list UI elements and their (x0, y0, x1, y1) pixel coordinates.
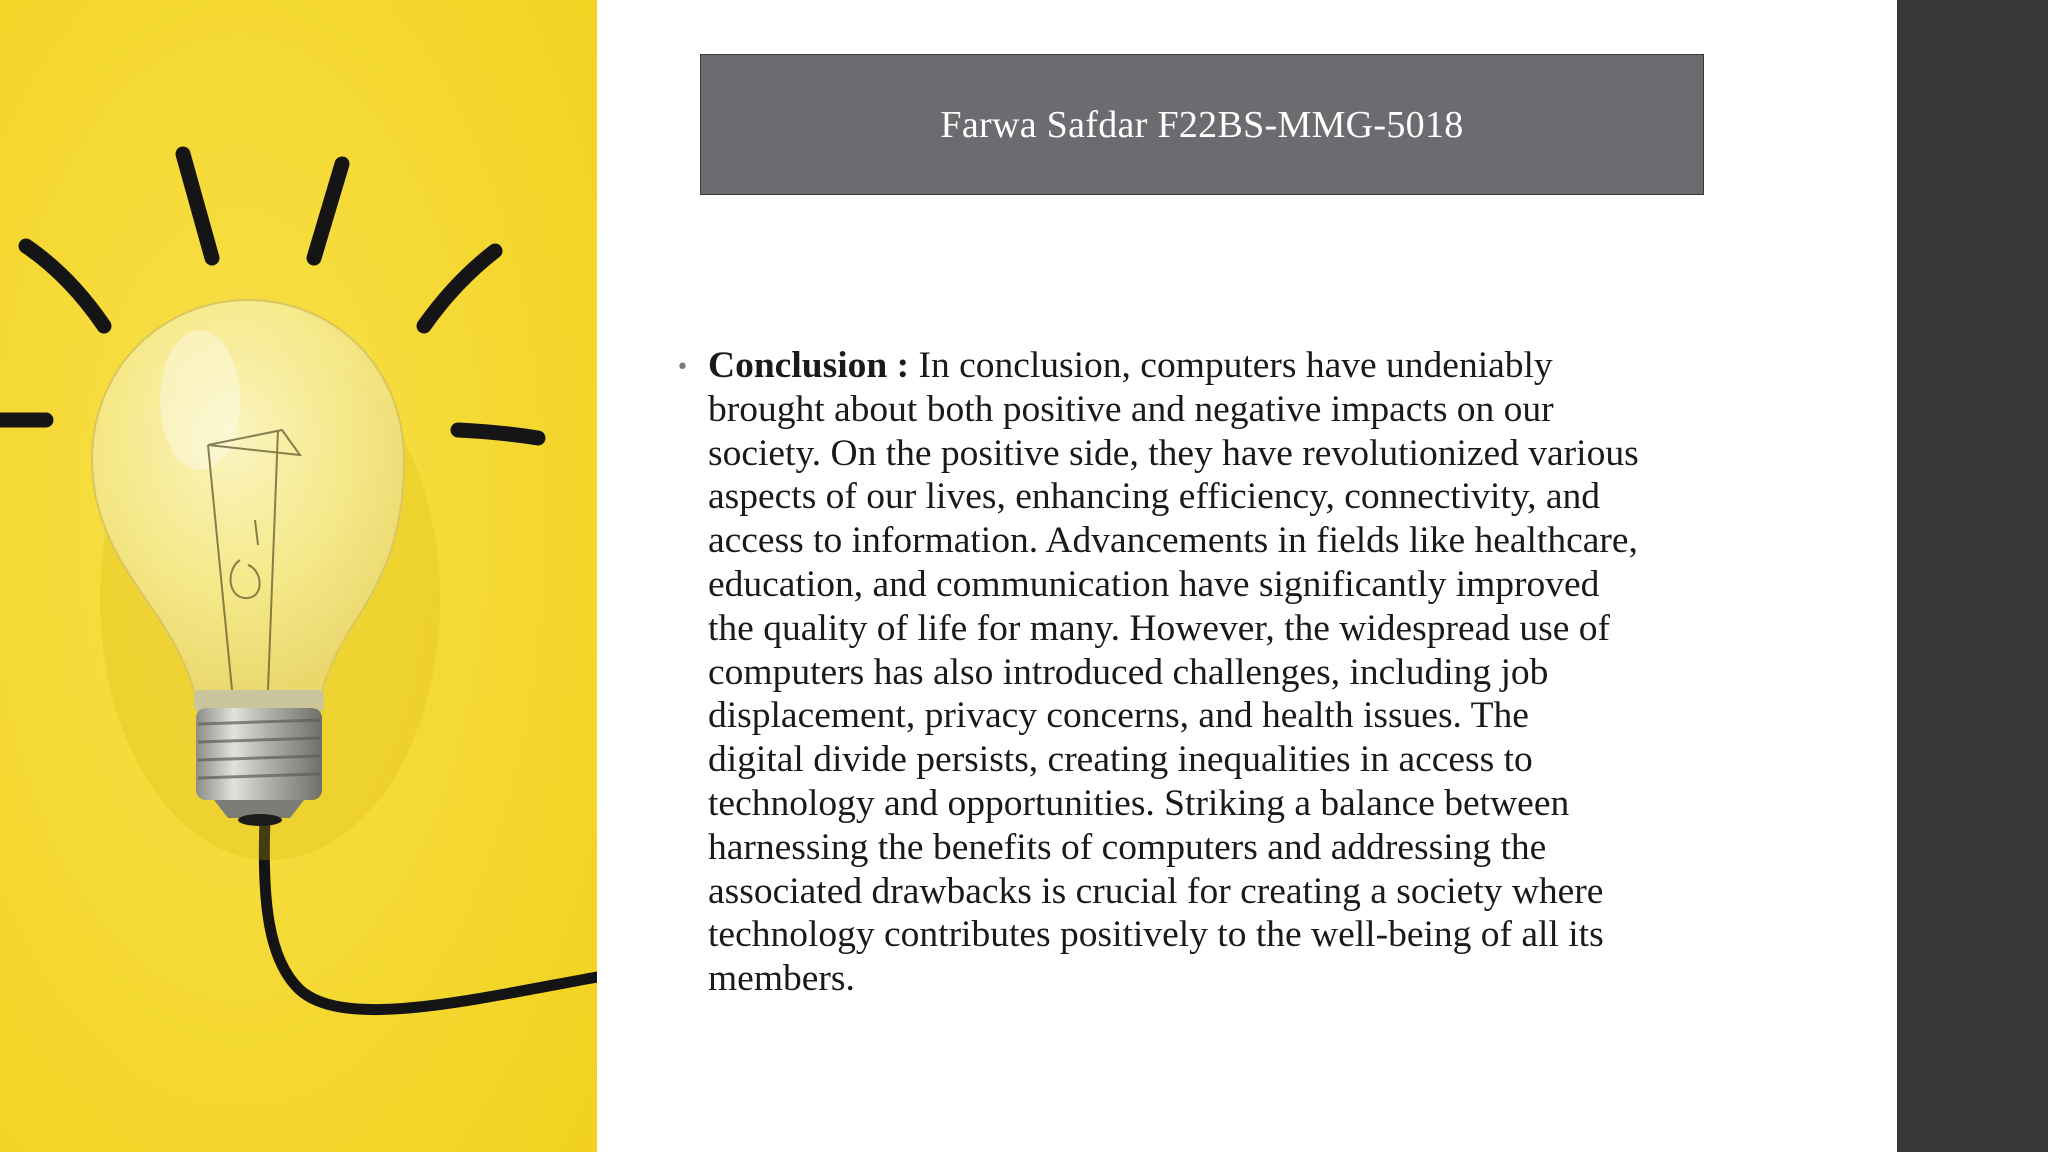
bullet-line: computers has also introduced challenges, including job (708, 651, 1549, 693)
right-sidebar-bar (1897, 0, 2048, 1152)
bullet-dot-icon: • (676, 355, 689, 380)
bullet-line: aspects of our lives, enhancing efficiency, connectivity, and (708, 476, 1601, 518)
bullet-item (670, 344, 1830, 1001)
bullet-line: the quality of life for many. However, the widespread use of (708, 607, 1611, 649)
bullet-line-1 (708, 344, 1830, 388)
lightbulb-image (0, 0, 597, 1152)
bullet-line-text: In conclusion, computers have undeniably (909, 345, 1553, 386)
bullet-line: displacement, privacy concerns, and health issues. The (708, 695, 1529, 737)
slide-title: Farwa Safdar F22BS-MMG-5018 (940, 103, 1464, 146)
bullet-line: technology and opportunities. Striking a balance between (708, 782, 1570, 824)
bullet-line: education, and communication have significantly improved (708, 563, 1600, 605)
bullet-line: technology contributes positively to the well-being of all its (708, 914, 1604, 956)
bullet-line: associated drawbacks is crucial for creating a society where (708, 870, 1604, 912)
bullet-line: society. On the positive side, they have revolutionized various (708, 432, 1639, 474)
bullet-line: brought about both positive and negative impacts on our (708, 388, 1554, 430)
bullet-line: digital divide persists, creating inequalities in access to (708, 739, 1533, 781)
bullet-line: harnessing the benefits of computers and addressing the (708, 826, 1547, 868)
bullet-line: access to information. Advancements in fields like healthcare, (708, 520, 1638, 562)
bullet-lead: Conclusion : (708, 345, 910, 386)
bullet-text (708, 344, 1830, 1001)
title-box (700, 54, 1704, 195)
content-area (670, 344, 1830, 1001)
light-bulb-icon (0, 0, 597, 1152)
bullet-line: members. (708, 958, 855, 1000)
